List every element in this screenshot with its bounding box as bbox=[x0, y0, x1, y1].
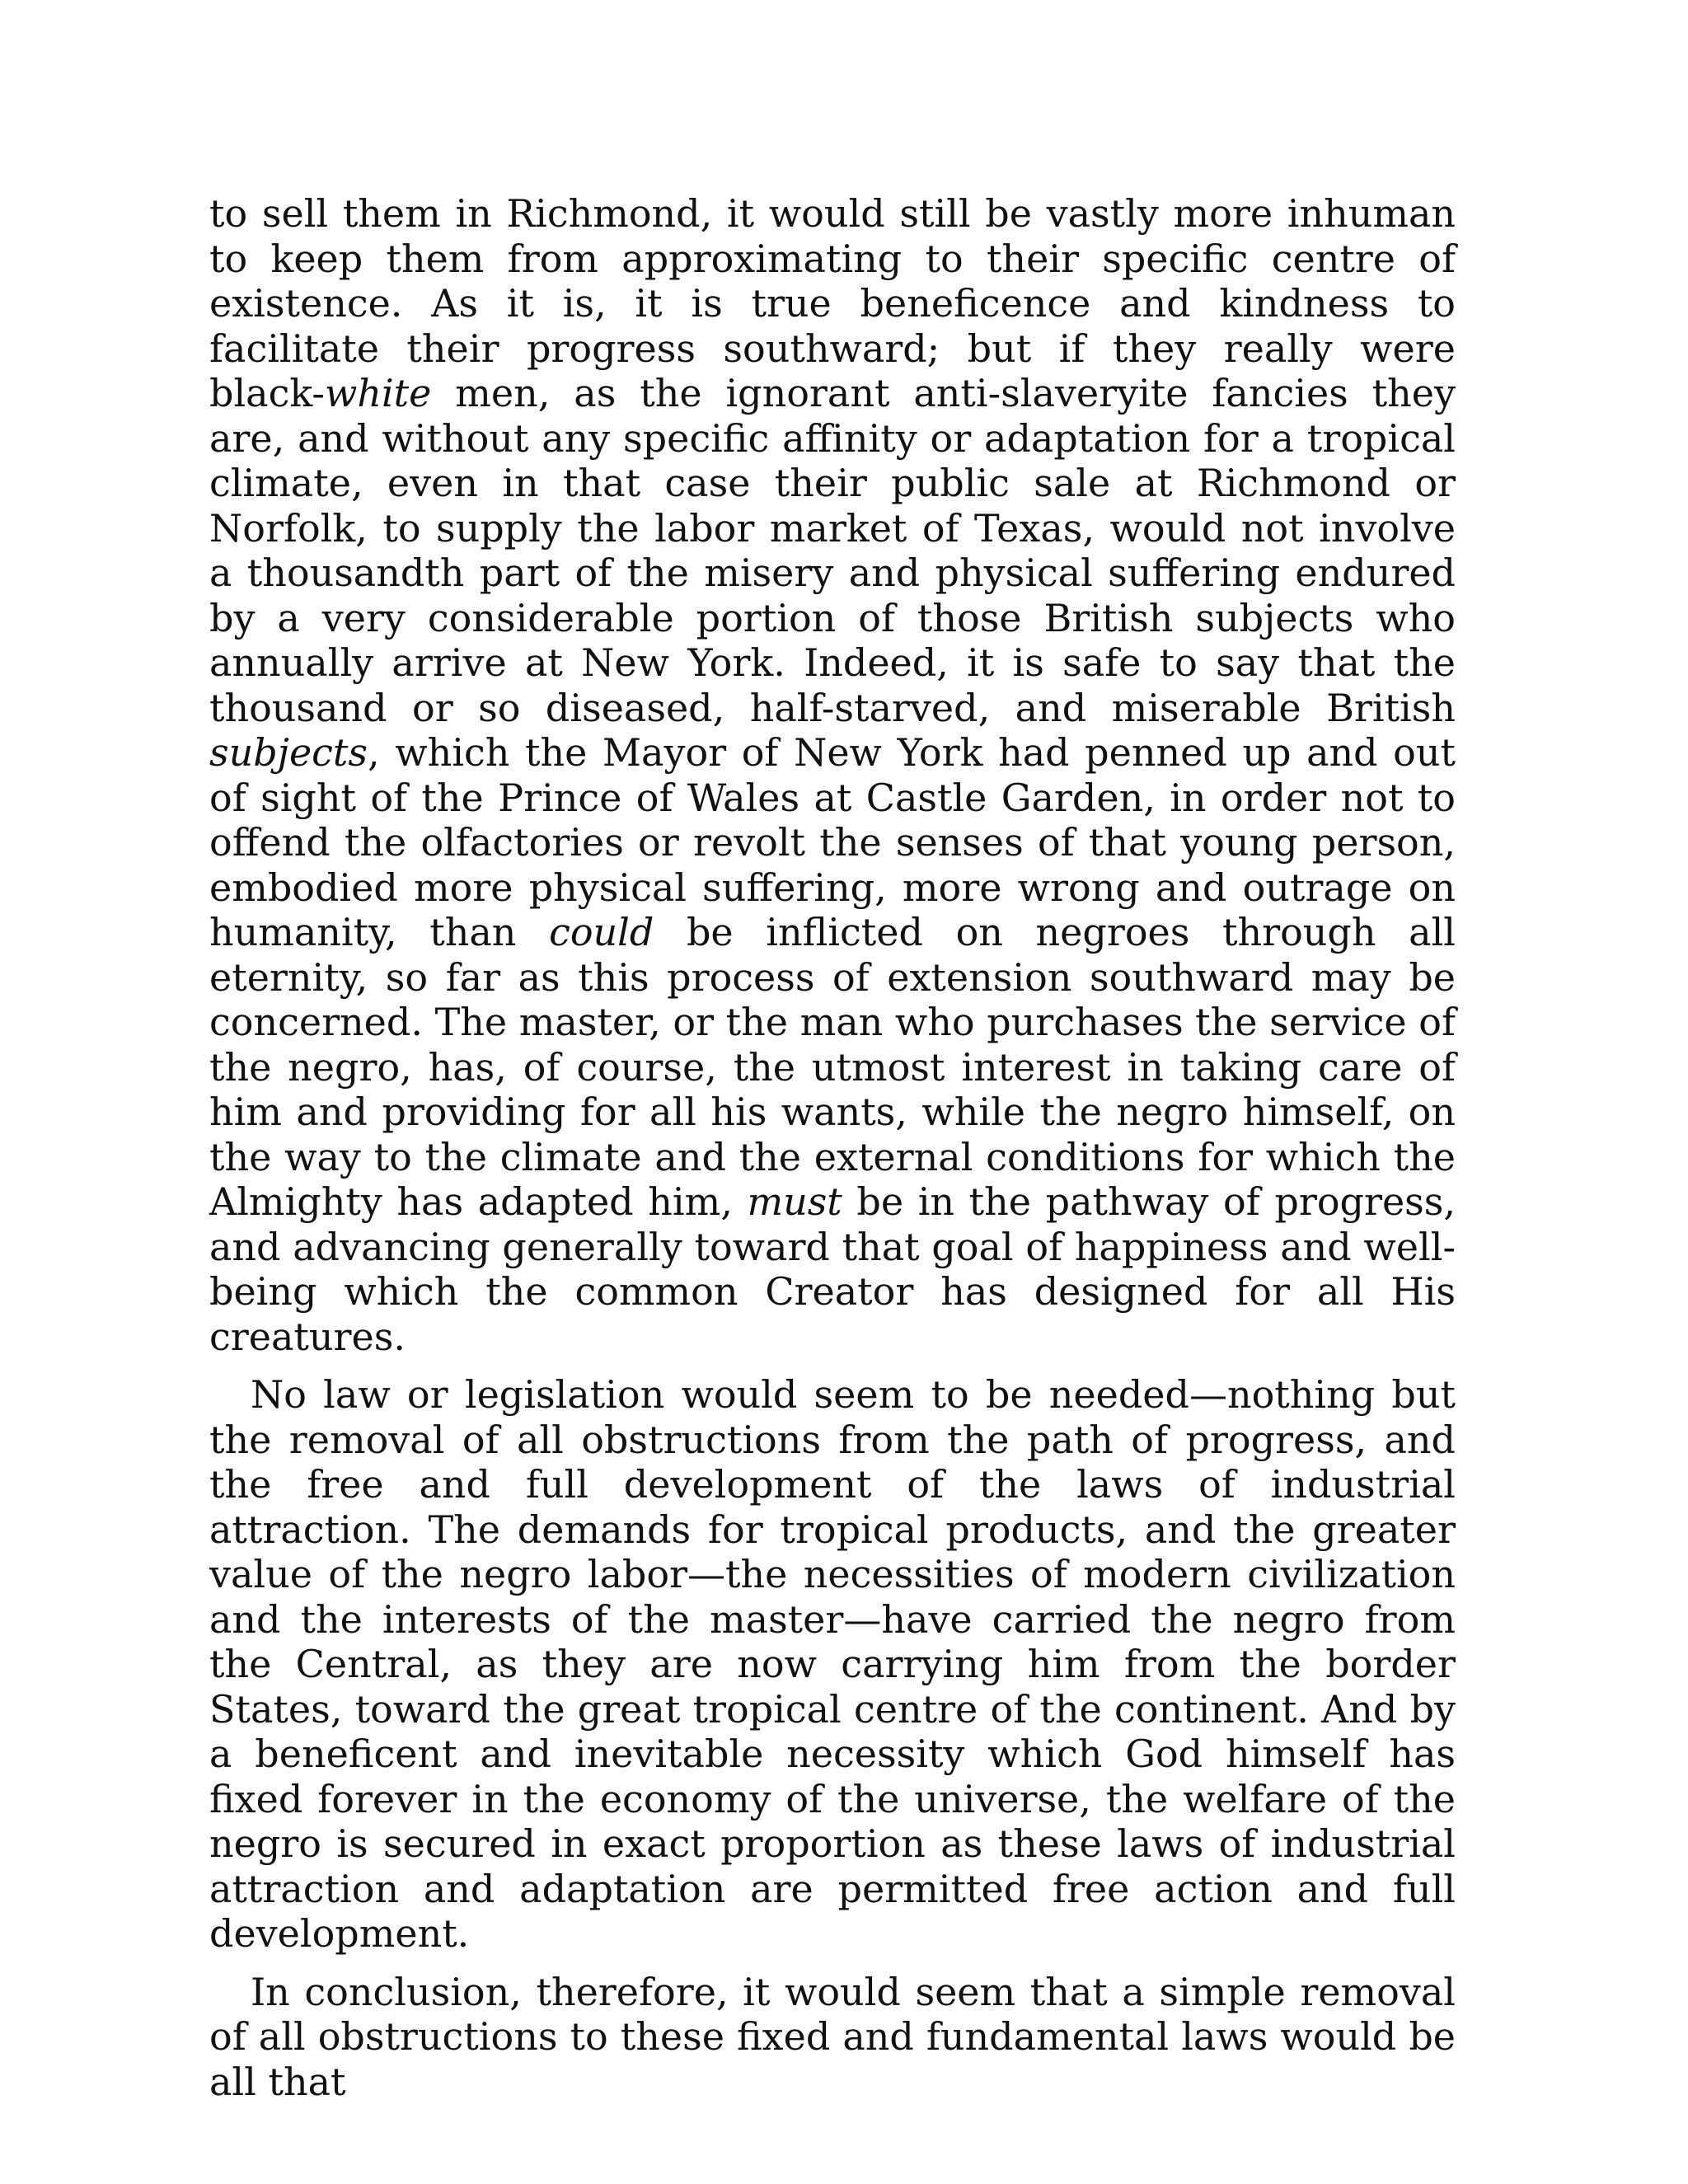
text-run: be in the pathway of progress, and advancing generally toward that goal of happiness and well-being which the common Creator has designed for all His creatures. bbox=[209, 1179, 1456, 1359]
paragraph-2 bbox=[209, 1372, 1456, 1957]
text-run: to sell them in Richmond, it would still be vastly more inhuman to keep them from approximating to their specific centre of existence. As it is, it is true beneficence and kindness to facilitate their progress southward; but if they really were black- bbox=[209, 191, 1456, 415]
page-body bbox=[209, 191, 1456, 2117]
text-run: , which the Mayor of New York had penned up and out of sight of the Prince of Wales at Castle Garden, in order not to offend the olfactories or revolt the senses of that young person, embodied more physical suffering, more wrong and outrage on humanity, than bbox=[209, 730, 1456, 954]
italic-run: must bbox=[747, 1179, 842, 1224]
text-run: men, as the ignorant anti-slaveryite fancies they are, and without any specific affinity or adaptation for a tropical climate, even in that case their public sale at Richmond or Norfolk, to supply the labor market of Texas, would not involve a thousandth part of the misery and physical suffering endured by a very considerable portion of those British subjects who annually arrive at New York. Indeed, it is safe to say that the thousand or so diseased, half-starved, and miserable British bbox=[209, 371, 1456, 730]
text-run: be inflicted on negroes through all eternity, so far as this process of extension southward may be concerned. The master, or the man who purchases the service of the negro, has, of course, the utmost interest in taking care of him and providing for all his wants, while the negro himself, on the way to the climate and the external conditions for which the Almighty has adapted him, bbox=[209, 910, 1456, 1224]
text-run: No law or legislation would seem to be needed—nothing but the removal of all obstructions from the path of progress, and the free and full development of the laws of industrial attraction. The demands for tropical products, and the greater value of the negro labor—the necessities of modern civilization and the interests of the master—have carried the negro from the Central, as they are now carrying him from the border States, toward the great tropical centre of the continent. And by a beneficent and inevitable necessity which God himself has fixed forever in the economy of the universe, the welfare of the negro is secured in exact proportion as these laws of industrial attraction and adaptation are permitted free action and full development. bbox=[209, 1372, 1456, 1956]
text-run: In conclusion, therefore, it would seem that a simple removal of all obstructions to these fixed and fundamental laws would be all that bbox=[209, 1969, 1456, 2104]
italic-run: could bbox=[549, 910, 654, 954]
italic-run: white bbox=[324, 371, 432, 415]
paragraph-3 bbox=[209, 1970, 1456, 2105]
italic-run: subjects bbox=[209, 730, 368, 775]
paragraph-1 bbox=[209, 191, 1456, 1359]
